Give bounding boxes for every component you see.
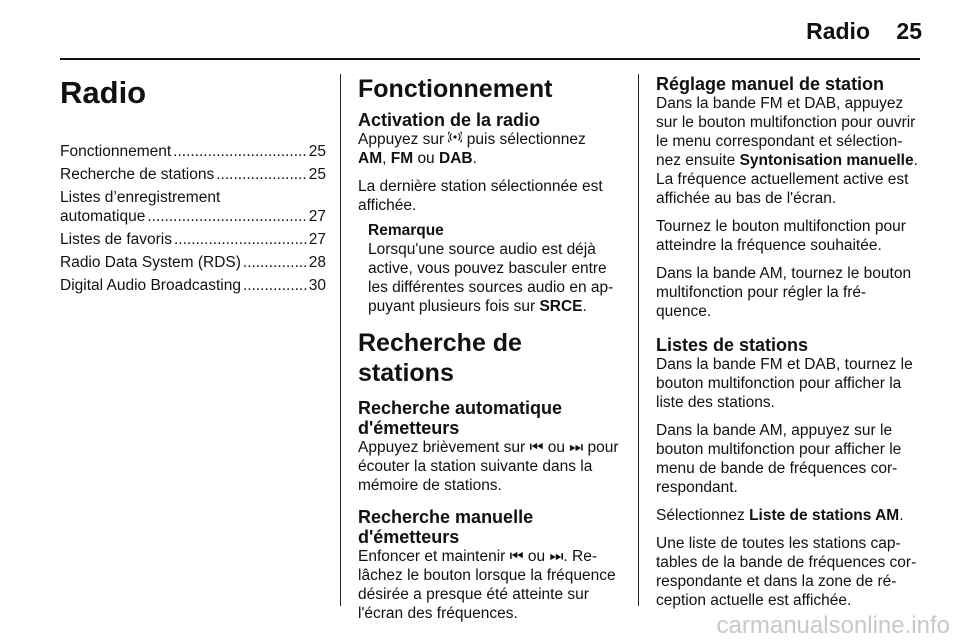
toc-leader [173,142,307,161]
column-divider [638,74,639,606]
radio-icon [448,130,462,149]
toc-label-line1: Listes d’enregistrement [60,189,221,206]
paragraph: Dans la bande FM et DAB, appuyez sur le bouton multifonction pour ouvrir le menu correspondant et sélection- nez ensuite Syntonisation manuelle. La fréquence actuellement active est affichée au bas de l'écran. [656,95,918,207]
toc-item-dab[interactable] [60,276,326,295]
header-title: Radio [806,18,870,44]
content-column-middle [358,74,622,628]
paragraph: La dernière station sélectionnée est affichée. [358,178,603,214]
subsection-title-reglage: Réglage manuel de station [656,74,885,94]
toc-label: Listes de favoris [60,231,172,248]
toc-page: 28 [308,254,326,271]
subsection-title-auto-2: d'émetteurs [358,418,460,438]
band-fm: FM [390,150,414,167]
paragraph: Appuyez brièvement sur ⏮ ou ⏭ pour écouter la station suivante dans la mémoire de stations. [358,439,619,494]
section-title-recherche: Recherche de stations [358,329,522,387]
seek-forward-icon: ⏭ [569,439,584,456]
toc-item-favoris[interactable] [60,230,326,249]
toc-column [60,74,326,299]
toc-label: Fonctionnement [60,143,172,160]
toc-label: Radio Data System (RDS) [60,254,241,271]
subsection-title-manuelle-1: Recherche manuelle [358,507,534,527]
toc-label: Digital Audio Broadcasting [60,277,241,294]
note-box [358,221,622,316]
subsection-title-activation: Activation de la radio [358,110,541,130]
seek-forward-icon: ⏭ [549,548,564,565]
paragraph: Appuyez sur puis sélectionnez AM, FM ou DAB. [358,131,586,167]
toc-page: 25 [308,166,326,183]
toc-label: automatique [60,208,146,225]
page-header [0,0,960,60]
paragraph: Enfoncer et maintenir ⏮ ou ⏭. Re- lâchez le bouton lorsque la fréquence désirée a presque été atteinte sur l'écran des fréquences. [358,548,616,622]
content-column-right [656,74,922,615]
chapter-title: Radio [60,75,147,110]
paragraph: Sélectionnez Liste de stations AM. [656,507,904,524]
seek-back-icon: ⏮ [529,439,544,456]
toc-leader [147,207,306,226]
toc-leader [243,276,307,295]
subsection-title-auto-1: Recherche automatique [358,398,563,418]
toc-page: 27 [308,208,326,225]
watermark: carmanualsonline.info [716,612,950,639]
toc-leader [174,230,307,249]
toc-page: 25 [308,143,326,160]
toc-item-fonctionnement[interactable] [60,142,326,161]
header-rule [60,58,920,60]
band-am: AM [358,150,383,167]
column-divider [340,74,341,606]
toc-leader [216,165,307,184]
paragraph: Une liste de toutes les stations cap- tables de la bande de fréquences cor- respondante et dans la zone de ré- ception actuelle est affichée. [656,535,917,609]
toc-item-listes-enregistrement[interactable] [60,188,326,226]
subsection-title-manuelle-2: d'émetteurs [358,527,460,547]
band-dab: DAB [439,150,473,167]
paragraph: Dans la bande FM et DAB, tournez le bouton multifonction pour afficher la liste des stations. [656,356,913,411]
note-title: Remarque [368,222,444,239]
note-text: Lorsqu'une source audio est déjà active, vous pouvez basculer entre les différentes sources audio en ap- puyant plusieurs fois sur SRCE. [368,241,614,315]
paragraph: Dans la bande AM, tournez le bouton multifonction pour régler la fré- quence. [656,265,912,320]
toc-leader [243,253,307,272]
toc-item-rds[interactable] [60,253,326,272]
page-number: 25 [896,18,922,44]
toc-page: 27 [308,231,326,248]
seek-back-icon: ⏮ [509,548,524,565]
paragraph: Dans la bande AM, appuyez sur le bouton multifonction pour afficher le menu de bande de fréquences cor- respondant. [656,422,902,496]
section-title-fonctionnement: Fonctionnement [358,75,553,103]
toc-item-recherche[interactable] [60,165,326,184]
toc-label: Recherche de stations [60,166,215,183]
paragraph: Tournez le bouton multifonction pour atteindre la fréquence souhaitée. [656,218,906,254]
subsection-title-listes: Listes de stations [656,335,809,355]
toc-page: 30 [308,277,326,294]
